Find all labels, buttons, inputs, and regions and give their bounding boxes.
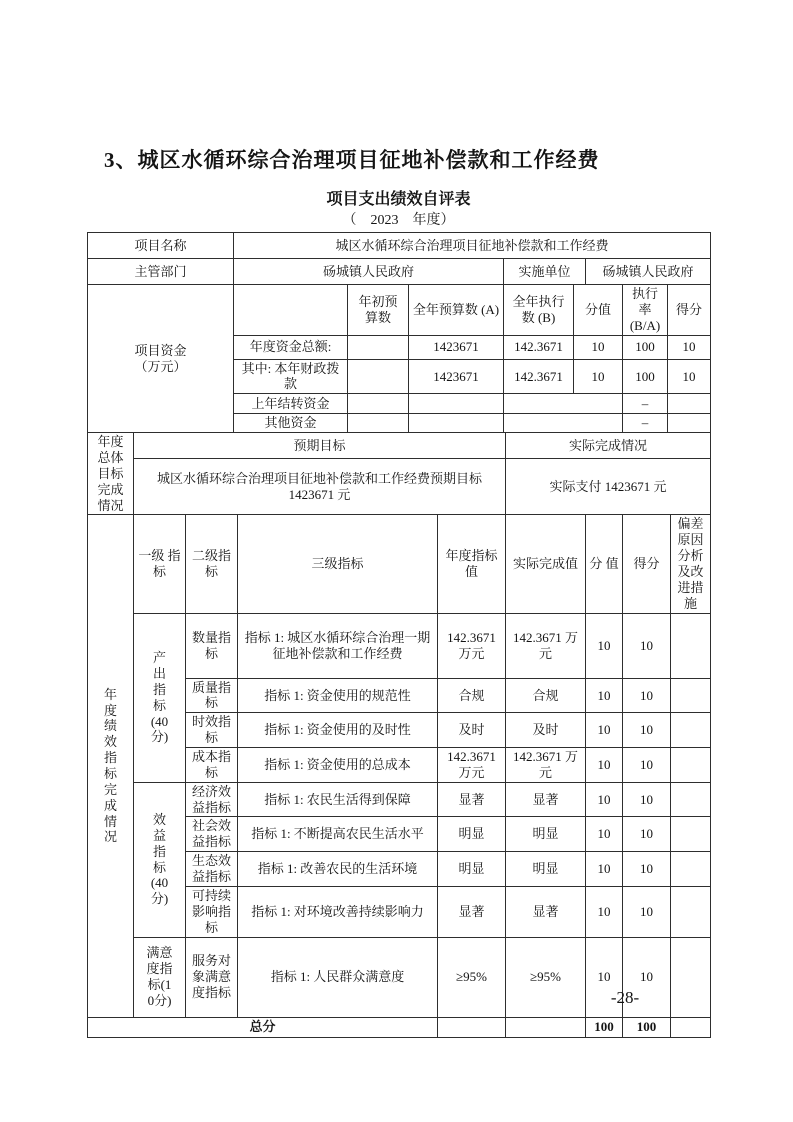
total-label: 总分	[88, 1017, 438, 1037]
col-weight: 分值	[574, 285, 623, 336]
self-evaluation-table	[87, 233, 710, 1038]
empty-cell	[348, 335, 409, 359]
project-name-value: 城区水循环综合治理项目征地补偿款和工作经费	[234, 233, 711, 259]
total-score: 100	[623, 1017, 671, 1037]
actual-value: 合规	[506, 678, 586, 713]
target-value: 142.3671 万元	[438, 613, 506, 678]
deviation-cell	[671, 713, 711, 748]
score-value: 10	[668, 359, 711, 394]
target-value: 显著	[438, 886, 506, 937]
funding-header-row	[88, 285, 711, 336]
level2-label: 可持续影响指标	[186, 886, 238, 937]
col-level1: 一级 指标	[134, 515, 186, 613]
level3-text: 指标 1: 改善农民的生活环境	[238, 852, 438, 887]
table-row	[88, 259, 711, 285]
empty-cell	[668, 414, 711, 433]
page-number: -28-	[610, 988, 640, 1007]
level2-label: 时效指标	[186, 713, 238, 748]
empty-cell	[506, 1017, 586, 1037]
level3-text: 指标 1: 不断提高农民生活水平	[238, 817, 438, 852]
project-info-table	[87, 232, 711, 285]
level3-text: 指标 1: 资金使用的总成本	[238, 748, 438, 783]
level3-text: 指标 1: 对环境改善持续影响力	[238, 886, 438, 937]
score-value: 10	[623, 713, 671, 748]
section-title: 3、城区水循环综合治理项目征地补偿款和工作经费	[104, 148, 600, 172]
col-annual-budget: 全年预算数 (A)	[409, 285, 504, 336]
level2-label: 社会效益指标	[186, 817, 238, 852]
total-weight: 100	[586, 1017, 623, 1037]
actual-value: 显著	[506, 886, 586, 937]
level2-label: 成本指标	[186, 748, 238, 783]
col-score: 得分	[623, 515, 671, 613]
performance-indicator-table	[87, 514, 711, 1037]
target-value: 142.3671 万元	[438, 748, 506, 783]
empty-cell	[409, 394, 504, 414]
exec-value: 142.3671	[504, 359, 574, 394]
year-line: （ 2023 年度）	[342, 213, 455, 228]
level3-text: 指标 1: 城区水循环综合治理一期征地补偿款和工作经费	[238, 613, 438, 678]
actual-completion-header: 实际完成情况	[506, 433, 711, 459]
annual-goal-section-label: 年度总体目标完成情况	[88, 433, 134, 515]
empty-cell	[504, 414, 623, 433]
score-value: 10	[668, 335, 711, 359]
funding-row-label: 其他资金	[234, 414, 348, 433]
deviation-cell	[671, 852, 711, 887]
score-value: 10	[623, 748, 671, 783]
weight-value: 10	[586, 613, 623, 678]
weight-value: 10	[586, 782, 623, 817]
annual-goal-table	[87, 432, 711, 515]
budget-value: 1423671	[409, 335, 504, 359]
level2-label: 生态效益指标	[186, 852, 238, 887]
dept-label: 主管部门	[88, 259, 234, 285]
level3-text: 指标 1: 人民群众满意度	[238, 937, 438, 1017]
target-value: ≥95%	[438, 937, 506, 1017]
col-score: 得分	[668, 285, 711, 336]
project-name-label: 项目名称	[88, 233, 234, 259]
rate-value: –	[623, 414, 668, 433]
score-value: 10	[623, 678, 671, 713]
score-value: 10	[623, 817, 671, 852]
level3-text: 指标 1: 农民生活得到保障	[238, 782, 438, 817]
weight-value: 10	[586, 886, 623, 937]
budget-value: 1423671	[409, 359, 504, 394]
empty-cell	[348, 394, 409, 414]
group-satisfaction-indicators: 满意度指标(10分)	[134, 937, 186, 1017]
rate-value: 100	[623, 335, 668, 359]
deviation-cell	[671, 748, 711, 783]
target-value: 合规	[438, 678, 506, 713]
funding-row-label: 其中: 本年财政拨款	[234, 359, 348, 394]
unit-value: 砀城镇人民政府	[586, 259, 711, 285]
col-deviation: 偏差原因分析及改进措施	[671, 515, 711, 613]
empty-cell	[671, 1017, 711, 1037]
score-value: 10	[623, 613, 671, 678]
level2-label: 数量指标	[186, 613, 238, 678]
weight-value: 10	[586, 852, 623, 887]
weight-value: 10	[586, 678, 623, 713]
col-annual-exec: 全年执行 数 (B)	[504, 285, 574, 336]
empty-cell	[668, 394, 711, 414]
deviation-cell	[671, 678, 711, 713]
annual-goal-header-row	[88, 433, 711, 459]
rate-value: 100	[623, 359, 668, 394]
exec-value: 142.3671	[504, 335, 574, 359]
score-value: 10	[623, 782, 671, 817]
score-value: 10	[623, 886, 671, 937]
col-level3: 三级指标	[238, 515, 438, 613]
unit-label: 实施单位	[504, 259, 586, 285]
col-level2: 二级指 标	[186, 515, 238, 613]
actual-value: 显著	[506, 782, 586, 817]
empty-cell	[348, 359, 409, 394]
empty-cell	[504, 394, 623, 414]
col-weight: 分 值	[586, 515, 623, 613]
target-value: 显著	[438, 782, 506, 817]
level2-label: 服务对象满意度指标	[186, 937, 238, 1017]
target-value: 明显	[438, 852, 506, 887]
table-title: 项目支出绩效自评表	[326, 191, 471, 208]
actual-value: 明显	[506, 852, 586, 887]
level2-label: 经济效益指标	[186, 782, 238, 817]
level3-text: 指标 1: 资金使用的及时性	[238, 713, 438, 748]
weight-value: 10	[586, 937, 623, 1017]
deviation-cell	[671, 817, 711, 852]
table-row	[88, 233, 711, 259]
group-benefit-indicators: 效益指标(40分)	[134, 782, 186, 937]
indicator-row	[88, 782, 711, 817]
expected-goal-header: 预期目标	[134, 433, 506, 459]
indicator-row	[88, 613, 711, 678]
perf-section-label: 年度绩效指标完成情况	[88, 515, 134, 1017]
funding-row-label: 年度资金总额:	[234, 335, 348, 359]
col-exec-rate: 执行率 (B/A)	[623, 285, 668, 336]
annual-goal-content-row	[88, 459, 711, 515]
empty-cell	[409, 414, 504, 433]
funding-table	[87, 284, 711, 433]
dept-value: 砀城镇人民政府	[234, 259, 504, 285]
empty-cell	[348, 414, 409, 433]
weight-value: 10	[574, 359, 623, 394]
weight-value: 10	[586, 713, 623, 748]
indicator-header-row	[88, 515, 711, 613]
rate-value: –	[623, 394, 668, 414]
actual-value: ≥95%	[506, 937, 586, 1017]
funding-section-label: 项目资金（万元）	[88, 285, 234, 433]
level2-label: 质量指标	[186, 678, 238, 713]
total-score-row	[88, 1017, 711, 1037]
actual-value: 142.3671 万元	[506, 748, 586, 783]
empty-cell	[234, 285, 348, 336]
actual-value: 及时	[506, 713, 586, 748]
deviation-cell	[671, 613, 711, 678]
target-value: 及时	[438, 713, 506, 748]
weight-value: 10	[574, 335, 623, 359]
expected-goal-text: 城区水循环综合治理项目征地补偿款和工作经费预期目标 1423671 元	[134, 459, 506, 515]
score-value: 10	[623, 852, 671, 887]
weight-value: 10	[586, 817, 623, 852]
weight-value: 10	[586, 748, 623, 783]
actual-completion-text: 实际支付 1423671 元	[506, 459, 711, 515]
actual-value: 142.3671 万元	[506, 613, 586, 678]
col-actual-value: 实际完成值	[506, 515, 586, 613]
group-output-indicators: 产出指标(40分)	[134, 613, 186, 782]
funding-row-label: 上年结转资金	[234, 394, 348, 414]
level3-text: 指标 1: 资金使用的规范性	[238, 678, 438, 713]
empty-cell	[438, 1017, 506, 1037]
col-target-value: 年度指标 值	[438, 515, 506, 613]
target-value: 明显	[438, 817, 506, 852]
deviation-cell	[671, 782, 711, 817]
actual-value: 明显	[506, 817, 586, 852]
deviation-cell	[671, 886, 711, 937]
col-initial-budget: 年初预 算数	[348, 285, 409, 336]
score-value: 10	[623, 937, 671, 1017]
